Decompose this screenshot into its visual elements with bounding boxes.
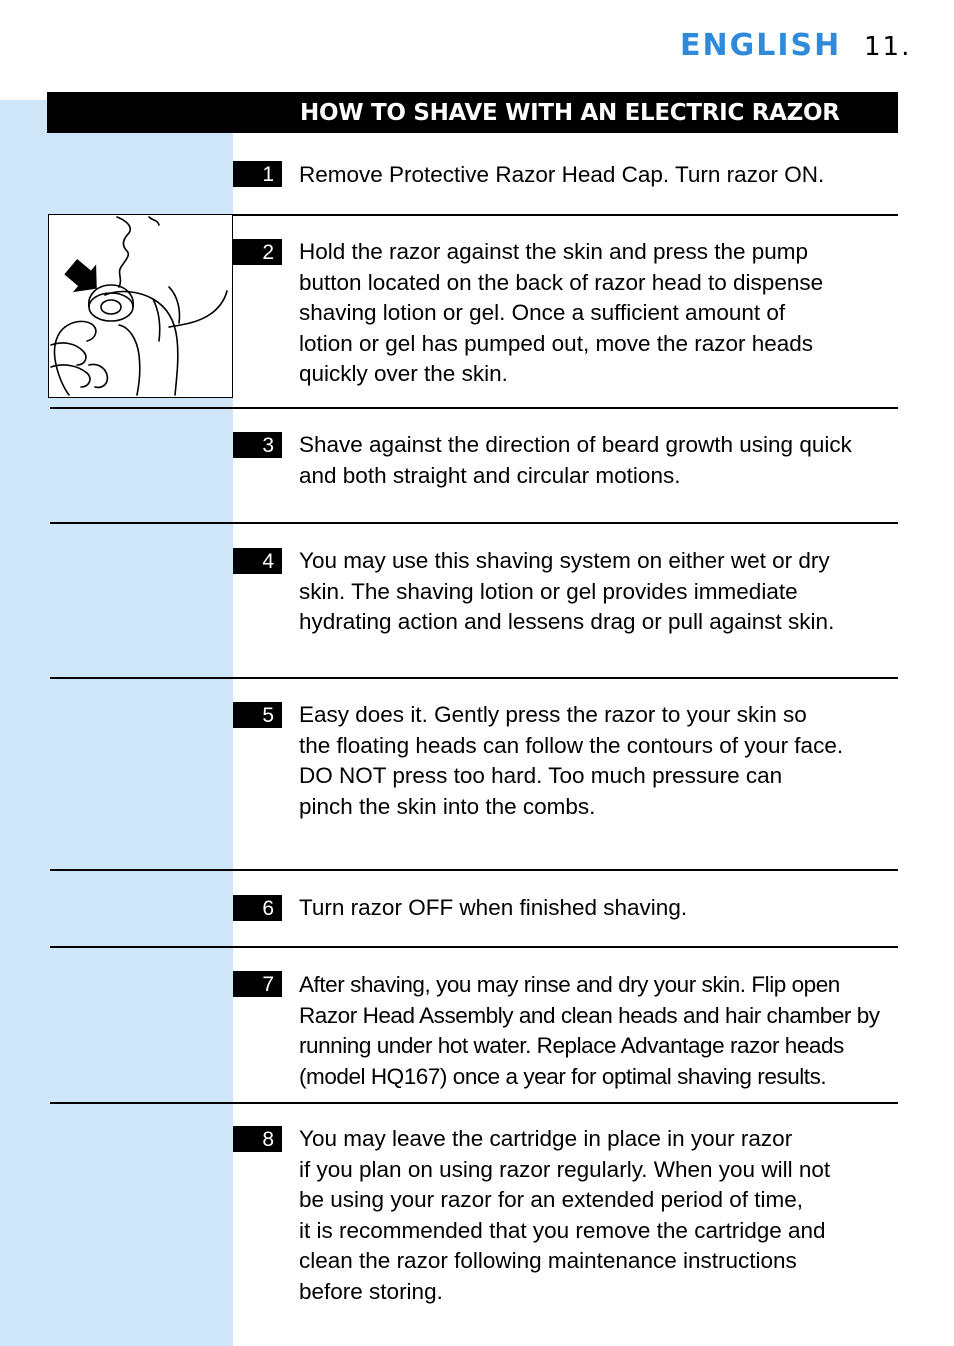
step-text: You may use this shaving system on either wet or dry skin. The shaving lotion or gel provides immediate hydrating action and lessens drag or pull against skin. [299,548,835,634]
step-number: 3 [233,432,282,458]
step-number: 5 [233,702,282,728]
step-number: 7 [233,971,282,997]
step-number: 8 [233,1126,282,1152]
step-text: Remove Protective Razor Head Cap. Turn razor ON. [299,162,825,187]
step-text: Turn razor OFF when finished shaving. [299,895,688,920]
step-text: Easy does it. Gently press the razor to your skin so the floating heads can follow the contours of your face. DO NOT press too hard. Too much pressure can pinch the skin into the combs. [299,702,844,819]
step-text: After shaving, you may rinse and dry your skin. Flip open Razor Head Assembly and clean heads and hair chamber by running under hot water. Replace Advantage razor heads (model HQ167) once a year for optimal shaving results. [299,972,880,1089]
step-number: 6 [233,895,282,921]
step-number: 4 [233,548,282,574]
divider [50,677,898,679]
divider [50,869,898,871]
section-title-bar [47,92,898,133]
step-text: Shave against the direction of beard growth using quick and both straight and circular motions. [299,432,852,488]
step-text: Hold the razor against the skin and press the pump button located on the back of razor head to dispense shaving lotion or gel. Once a sufficient amount of lotion or gel has pumped out, move the razor heads quickly over the skin. [299,239,824,386]
divider [50,407,898,409]
language-label: ENGLISH [680,28,842,63]
step-number: 1 [233,161,282,187]
step-number: 2 [233,239,282,265]
section-title: HOW TO SHAVE WITH AN ELECTRIC RAZOR [300,100,840,126]
divider [50,1102,898,1104]
step-text: You may leave the cartridge in place in your razor if you plan on using razor regularly. When you will not be using your razor for an extended period of time, it is recommended that you remove the cartridge and clean the razor following maintenance instructions before storing. [299,1126,831,1304]
razor-pump-illustration [48,214,233,398]
page-number: 11. [864,32,912,62]
divider [50,522,898,524]
divider [50,946,898,948]
